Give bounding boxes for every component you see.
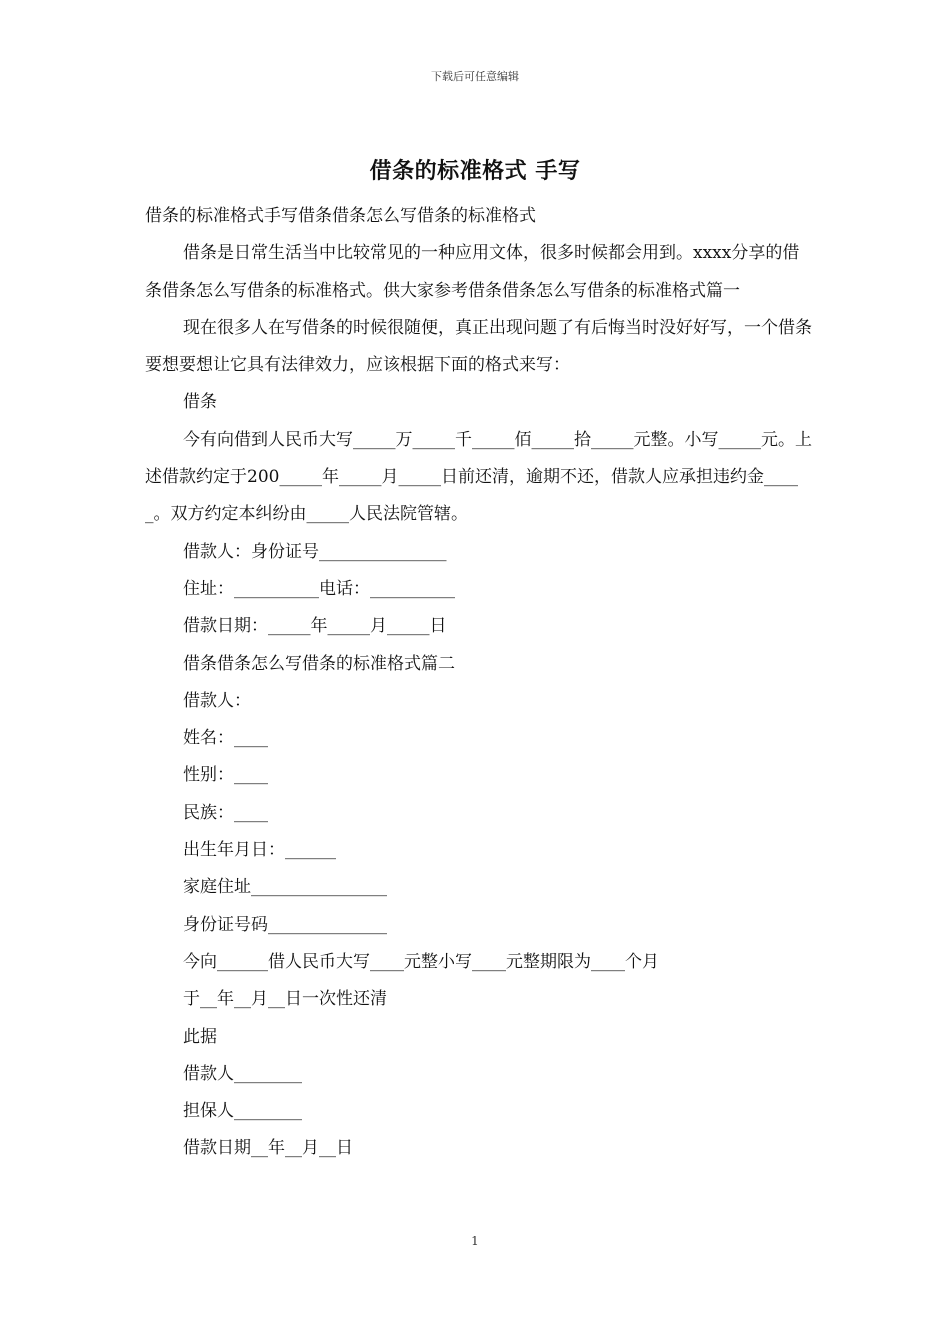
paragraph: 姓名：____: [183, 728, 268, 749]
page-number: 1: [471, 1234, 479, 1248]
page-header: 下载后可任意编辑: [431, 70, 519, 83]
paragraph: 住址：__________电话：__________: [183, 578, 455, 599]
document-title: 借条的标准格式 手写: [369, 158, 581, 184]
paragraph: 担保人________: [183, 1101, 302, 1122]
paragraph: 借款人：: [183, 690, 251, 711]
paragraph: 借条的标准格式手写借条借条怎么写借条的标准格式: [145, 206, 536, 226]
paragraph: 家庭住址________________: [183, 877, 387, 898]
paragraph: 借条是日常生活当中比较常见的一种应用文体，很多时候都会用到。xxxx分享的借条借条怎么写借条的标准格式。供大家参考借条借条怎么写借条的标准格式篇一: [145, 243, 800, 301]
paragraph: 今有向借到人民币大写_____万_____千_____佰_____拾_____元整。小写_____元。上述借款约定于200_____年_____月_____日前还清，逾期不还，借款人应承担违约金_____。双方约定本纠纷由_____人民法院管辖。: [145, 429, 812, 525]
document-body: [145, 198, 813, 1168]
paragraph: 现在很多人在写借条的时候很随便，真正出现问题了有后悔当时没好好写，一个借条要想要想让它具有法律效力，应该根据下面的格式来写：: [145, 317, 812, 376]
paragraph: 借款人________: [183, 1063, 302, 1084]
paragraph: 民族：____: [183, 802, 268, 823]
paragraph: 于__年__月__日一次性还清: [183, 989, 387, 1010]
paragraph: 性别：____: [183, 765, 268, 786]
paragraph: 此据: [183, 1026, 217, 1047]
paragraph: 借条借条怎么写借条的标准格式篇二: [183, 653, 455, 674]
paragraph: 今向______借人民币大写____元整小写____元整期限为____个月: [183, 951, 659, 972]
paragraph: 出生年月日：______: [183, 840, 336, 861]
paragraph: 借条: [183, 392, 217, 413]
paragraph: 借款人：身份证号_______________: [183, 541, 447, 562]
paragraph: 身份证号码______________: [183, 914, 387, 935]
paragraph: 借款日期__年__月__日: [183, 1138, 353, 1159]
paragraph: 借款日期：_____年_____月_____日: [183, 616, 447, 637]
